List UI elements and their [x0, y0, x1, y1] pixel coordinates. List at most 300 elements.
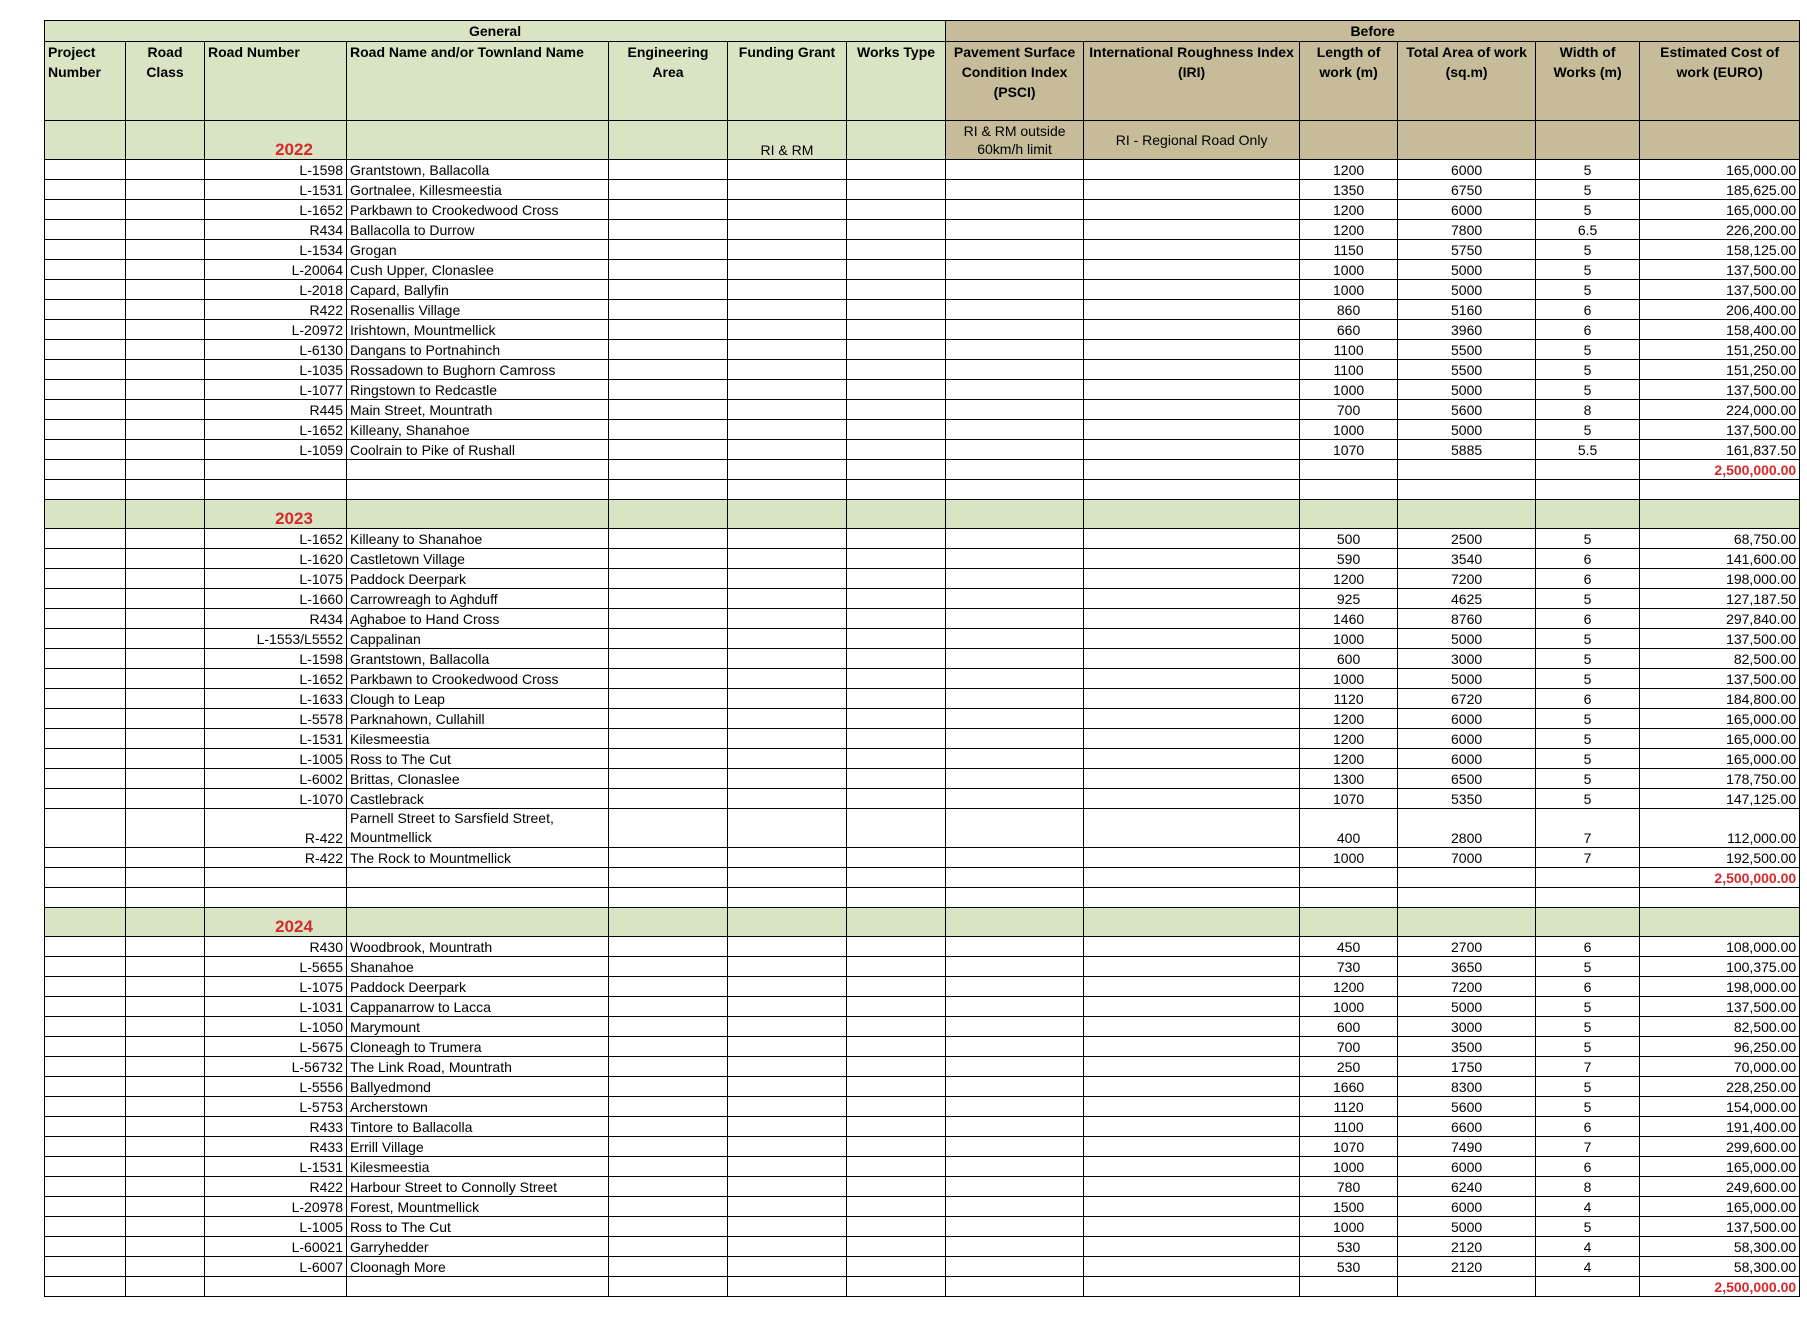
- general-group-header: General: [45, 21, 946, 42]
- length-cell: 1200: [1300, 729, 1398, 749]
- cost-cell: 165,000.00: [1640, 200, 1800, 220]
- works-type-cell: [847, 300, 946, 320]
- road-number-cell: R433: [205, 1117, 347, 1137]
- psci-cell: [946, 160, 1084, 180]
- project-number-cell: [45, 669, 126, 689]
- funding-grant-cell: [728, 1197, 847, 1217]
- works-type-cell: [847, 1077, 946, 1097]
- road-number-cell: L-1598: [205, 160, 347, 180]
- cost-cell: 108,000.00: [1640, 937, 1800, 957]
- project-number-cell: [45, 1017, 126, 1037]
- area-cell: 7800: [1398, 220, 1536, 240]
- works-type-cell: [847, 997, 946, 1017]
- length-cell: 1350: [1300, 180, 1398, 200]
- length-cell: 590: [1300, 549, 1398, 569]
- col-road-number: Road Number: [205, 42, 347, 121]
- project-number-cell: [45, 1057, 126, 1077]
- road-name-cell: Kilesmeestia: [347, 1157, 609, 1177]
- width-cell: 5: [1536, 160, 1640, 180]
- psci-cell: [946, 300, 1084, 320]
- psci-cell: [946, 380, 1084, 400]
- works-type-cell: [847, 380, 946, 400]
- works-type-cell: [847, 569, 946, 589]
- works-type-cell: [847, 1257, 946, 1277]
- width-cell: 6.5: [1536, 220, 1640, 240]
- length-cell: 700: [1300, 400, 1398, 420]
- iri-cell: [1084, 769, 1300, 789]
- iri-cell: [1084, 240, 1300, 260]
- iri-cell: [1084, 1257, 1300, 1277]
- year-total: 2,500,000.00: [1640, 1277, 1800, 1297]
- road-number-cell: L-2018: [205, 280, 347, 300]
- width-cell: 5: [1536, 340, 1640, 360]
- project-number-cell: [45, 440, 126, 460]
- cost-cell: 100,375.00: [1640, 957, 1800, 977]
- project-number-cell: [45, 749, 126, 769]
- total-row: [45, 460, 1800, 480]
- project-number-cell: [45, 689, 126, 709]
- width-cell: 7: [1536, 1057, 1640, 1077]
- iri-cell: [1084, 400, 1300, 420]
- blank-cell: [126, 888, 205, 908]
- table-row: [45, 669, 1800, 689]
- road-class-cell: [126, 1237, 205, 1257]
- width-cell: 5: [1536, 669, 1640, 689]
- width-cell: 6: [1536, 609, 1640, 629]
- road-number-cell: L-1075: [205, 569, 347, 589]
- width-cell: 4: [1536, 1197, 1640, 1217]
- cost-cell: 137,500.00: [1640, 260, 1800, 280]
- table-row: [45, 1217, 1800, 1237]
- year-header-cell: [1536, 908, 1640, 937]
- year-header-cell: [347, 500, 609, 529]
- width-cell: 7: [1536, 848, 1640, 868]
- psci-cell: [946, 320, 1084, 340]
- width-cell: 5: [1536, 749, 1640, 769]
- road-name-cell: Tintore to Ballacolla: [347, 1117, 609, 1137]
- total-row: [45, 868, 1800, 888]
- works-type-cell: [847, 609, 946, 629]
- iri-cell: [1084, 789, 1300, 809]
- area-cell: 3650: [1398, 957, 1536, 977]
- road-name-cell: Rossadown to Bughorn Camross: [347, 360, 609, 380]
- works-type-cell: [847, 320, 946, 340]
- funding-grant-cell: [728, 380, 847, 400]
- area-cell: 6000: [1398, 729, 1536, 749]
- cost-cell: 151,250.00: [1640, 360, 1800, 380]
- length-cell: 1200: [1300, 749, 1398, 769]
- psci-cell: [946, 200, 1084, 220]
- engineering-area-cell: [609, 729, 728, 749]
- project-number-cell: [45, 220, 126, 240]
- area-cell: 5160: [1398, 300, 1536, 320]
- engineering-area-cell: [609, 1137, 728, 1157]
- year-header-cell: [45, 908, 126, 937]
- funding-grant-cell: [728, 260, 847, 280]
- funding-grant-cell: [728, 809, 847, 848]
- blank-cell: [847, 460, 946, 480]
- year-header-cell: [1536, 121, 1640, 160]
- length-cell: 730: [1300, 957, 1398, 977]
- cost-cell: 137,500.00: [1640, 280, 1800, 300]
- area-cell: 6720: [1398, 689, 1536, 709]
- funding-grant-cell: [728, 729, 847, 749]
- year-header-cell: [1398, 908, 1536, 937]
- road-name-cell: The Rock to Mountmellick: [347, 848, 609, 868]
- works-type-cell: [847, 1217, 946, 1237]
- funding-grant-cell: [728, 340, 847, 360]
- length-cell: 1120: [1300, 689, 1398, 709]
- psci-cell: [946, 569, 1084, 589]
- psci-cell: [946, 709, 1084, 729]
- blank-cell: [728, 1277, 847, 1297]
- road-name-cell: The Link Road, Mountrath: [347, 1057, 609, 1077]
- engineering-area-cell: [609, 609, 728, 629]
- width-cell: 8: [1536, 400, 1640, 420]
- psci-cell: [946, 729, 1084, 749]
- column-header-row: [45, 42, 1800, 121]
- psci-cell: [946, 549, 1084, 569]
- width-cell: 5: [1536, 709, 1640, 729]
- funding-grant-cell: [728, 280, 847, 300]
- road-name-cell: Brittas, Clonaslee: [347, 769, 609, 789]
- psci-cell: [946, 809, 1084, 848]
- iri-cell: [1084, 649, 1300, 669]
- road-class-cell: [126, 569, 205, 589]
- psci-cell: [946, 360, 1084, 380]
- psci-cell: [946, 340, 1084, 360]
- width-cell: 5: [1536, 240, 1640, 260]
- psci-cell: [946, 529, 1084, 549]
- engineering-area-cell: [609, 1197, 728, 1217]
- funding-grant-cell: [728, 180, 847, 200]
- iri-cell: [1084, 629, 1300, 649]
- funding-grant-cell: [728, 937, 847, 957]
- iri-cell: [1084, 1177, 1300, 1197]
- year-header-cell: [728, 500, 847, 529]
- length-cell: 780: [1300, 1177, 1398, 1197]
- road-class-cell: [126, 1197, 205, 1217]
- cost-cell: 58,300.00: [1640, 1237, 1800, 1257]
- blank-cell: [347, 888, 609, 908]
- blank-cell: [1084, 868, 1300, 888]
- road-name-cell: Cappanarrow to Lacca: [347, 997, 609, 1017]
- road-class-cell: [126, 280, 205, 300]
- road-class-cell: [126, 220, 205, 240]
- area-cell: 5500: [1398, 340, 1536, 360]
- year-header-cell: [1084, 500, 1300, 529]
- area-cell: 5750: [1398, 240, 1536, 260]
- project-number-cell: [45, 549, 126, 569]
- funding-grant-cell: [728, 1237, 847, 1257]
- road-class-cell: [126, 809, 205, 848]
- blank-cell: [126, 1277, 205, 1297]
- blank-cell: [946, 460, 1084, 480]
- year-header-cell: [946, 908, 1084, 937]
- width-cell: 5: [1536, 1097, 1640, 1117]
- area-cell: 3000: [1398, 649, 1536, 669]
- works-type-cell: [847, 1117, 946, 1137]
- table-row: [45, 1177, 1800, 1197]
- cost-cell: 198,000.00: [1640, 569, 1800, 589]
- cost-cell: 178,750.00: [1640, 769, 1800, 789]
- road-name-cell: Errill Village: [347, 1137, 609, 1157]
- works-type-cell: [847, 769, 946, 789]
- road-number-cell: L-5655: [205, 957, 347, 977]
- length-cell: 1150: [1300, 240, 1398, 260]
- funding-grant-cell: [728, 320, 847, 340]
- psci-note: RI & RM outside 60km/h limit: [946, 121, 1084, 160]
- col-cost: Estimated Cost of work (EURO): [1640, 42, 1800, 121]
- road-class-cell: [126, 669, 205, 689]
- psci-cell: [946, 1237, 1084, 1257]
- length-cell: 1000: [1300, 1157, 1398, 1177]
- length-cell: 1200: [1300, 160, 1398, 180]
- table-row: [45, 300, 1800, 320]
- road-name-cell: Ross to The Cut: [347, 749, 609, 769]
- length-cell: 600: [1300, 649, 1398, 669]
- length-cell: 1100: [1300, 340, 1398, 360]
- blank-cell: [45, 1277, 126, 1297]
- table-row: [45, 589, 1800, 609]
- road-class-cell: [126, 729, 205, 749]
- road-number-cell: L-1531: [205, 729, 347, 749]
- year-header-row: [45, 500, 1800, 529]
- cost-cell: 226,200.00: [1640, 220, 1800, 240]
- year-header-cell: [126, 500, 205, 529]
- year-header-row: [45, 121, 1800, 160]
- col-works-type: Works Type: [847, 42, 946, 121]
- length-cell: 1200: [1300, 977, 1398, 997]
- table-row: [45, 1157, 1800, 1177]
- blank-cell: [728, 480, 847, 500]
- works-type-cell: [847, 589, 946, 609]
- road-number-cell: L-20064: [205, 260, 347, 280]
- iri-cell: [1084, 689, 1300, 709]
- road-number-cell: R434: [205, 220, 347, 240]
- works-type-cell: [847, 1097, 946, 1117]
- funding-grant-cell: [728, 1097, 847, 1117]
- psci-cell: [946, 848, 1084, 868]
- project-number-cell: [45, 609, 126, 629]
- road-class-cell: [126, 589, 205, 609]
- road-works-table: [44, 20, 1800, 1297]
- road-class-cell: [126, 380, 205, 400]
- blank-cell: [45, 480, 126, 500]
- road-number-cell: L-5675: [205, 1037, 347, 1057]
- width-cell: 5: [1536, 260, 1640, 280]
- engineering-area-cell: [609, 1057, 728, 1077]
- area-cell: 6000: [1398, 709, 1536, 729]
- psci-cell: [946, 1157, 1084, 1177]
- project-number-cell: [45, 529, 126, 549]
- project-number-cell: [45, 160, 126, 180]
- length-cell: 530: [1300, 1237, 1398, 1257]
- road-name-cell: Shanahoe: [347, 957, 609, 977]
- project-number-cell: [45, 1237, 126, 1257]
- iri-cell: [1084, 709, 1300, 729]
- table-row: [45, 380, 1800, 400]
- table-row: [45, 609, 1800, 629]
- blank-row: [45, 888, 1800, 908]
- table-row: [45, 240, 1800, 260]
- project-number-cell: [45, 1157, 126, 1177]
- length-cell: 700: [1300, 1037, 1398, 1057]
- psci-cell: [946, 629, 1084, 649]
- cost-cell: 58,300.00: [1640, 1257, 1800, 1277]
- road-class-cell: [126, 1177, 205, 1197]
- engineering-area-cell: [609, 809, 728, 848]
- table-row: [45, 1197, 1800, 1217]
- cost-cell: 249,600.00: [1640, 1177, 1800, 1197]
- blank-cell: [347, 868, 609, 888]
- width-cell: 5: [1536, 957, 1640, 977]
- length-cell: 1460: [1300, 609, 1398, 629]
- blank-cell: [205, 480, 347, 500]
- col-funding-grant: Funding Grant: [728, 42, 847, 121]
- iri-cell: [1084, 997, 1300, 1017]
- funding-grant-cell: [728, 769, 847, 789]
- year-header-cell: [609, 908, 728, 937]
- project-number-cell: [45, 1137, 126, 1157]
- engineering-area-cell: [609, 160, 728, 180]
- cost-cell: 198,000.00: [1640, 977, 1800, 997]
- year-header-cell: [1640, 500, 1800, 529]
- engineering-area-cell: [609, 549, 728, 569]
- engineering-area-cell: [609, 997, 728, 1017]
- blank-cell: [1084, 1277, 1300, 1297]
- works-type-cell: [847, 180, 946, 200]
- area-cell: 2800: [1398, 809, 1536, 848]
- road-class-cell: [126, 1057, 205, 1077]
- road-name-cell: Parkbawn to Crookedwood Cross: [347, 669, 609, 689]
- project-number-cell: [45, 729, 126, 749]
- works-type-cell: [847, 749, 946, 769]
- iri-cell: [1084, 1017, 1300, 1037]
- engineering-area-cell: [609, 1257, 728, 1277]
- area-cell: 2500: [1398, 529, 1536, 549]
- project-number-cell: [45, 320, 126, 340]
- blank-cell: [609, 868, 728, 888]
- table-row: [45, 689, 1800, 709]
- table-row: [45, 789, 1800, 809]
- blank-cell: [1536, 480, 1640, 500]
- project-number-cell: [45, 769, 126, 789]
- table-row: [45, 529, 1800, 549]
- table-row: [45, 1037, 1800, 1057]
- road-number-cell: L-20972: [205, 320, 347, 340]
- table-row: [45, 320, 1800, 340]
- works-type-cell: [847, 1177, 946, 1197]
- works-type-cell: [847, 1237, 946, 1257]
- road-name-cell: Killeany, Shanahoe: [347, 420, 609, 440]
- road-name-cell: Archerstown: [347, 1097, 609, 1117]
- funding-grant-cell: [728, 977, 847, 997]
- iri-note: RI - Regional Road Only: [1084, 121, 1300, 160]
- funding-grant-cell: [728, 649, 847, 669]
- blank-cell: [1084, 480, 1300, 500]
- blank-cell: [205, 888, 347, 908]
- width-cell: 6: [1536, 300, 1640, 320]
- engineering-area-cell: [609, 180, 728, 200]
- length-cell: 1000: [1300, 380, 1398, 400]
- road-number-cell: L-6002: [205, 769, 347, 789]
- engineering-area-cell: [609, 589, 728, 609]
- road-name-cell: Grogan: [347, 240, 609, 260]
- engineering-area-cell: [609, 789, 728, 809]
- road-name-cell: Kilesmeestia: [347, 729, 609, 749]
- cost-cell: 158,400.00: [1640, 320, 1800, 340]
- table-row: [45, 1117, 1800, 1137]
- area-cell: 6000: [1398, 1197, 1536, 1217]
- works-type-cell: [847, 729, 946, 749]
- iri-cell: [1084, 200, 1300, 220]
- works-type-cell: [847, 420, 946, 440]
- road-name-cell: Woodbrook, Mountrath: [347, 937, 609, 957]
- area-cell: 5600: [1398, 1097, 1536, 1117]
- iri-cell: [1084, 440, 1300, 460]
- year-header-cell: [847, 908, 946, 937]
- road-class-cell: [126, 937, 205, 957]
- table-row: [45, 1137, 1800, 1157]
- cost-cell: 297,840.00: [1640, 609, 1800, 629]
- works-type-cell: [847, 977, 946, 997]
- road-name-cell: Dangans to Portnahinch: [347, 340, 609, 360]
- blank-cell: [347, 480, 609, 500]
- year-header-cell: [347, 121, 609, 160]
- road-number-cell: L-56732: [205, 1057, 347, 1077]
- blank-cell: [1536, 888, 1640, 908]
- col-iri: International Roughness Index (IRI): [1084, 42, 1300, 121]
- cost-cell: 165,000.00: [1640, 709, 1800, 729]
- road-name-cell: Ballyedmond: [347, 1077, 609, 1097]
- blank-cell: [1536, 1277, 1640, 1297]
- psci-cell: [946, 689, 1084, 709]
- area-cell: 1750: [1398, 1057, 1536, 1077]
- width-cell: 5.5: [1536, 440, 1640, 460]
- works-type-cell: [847, 649, 946, 669]
- road-name-cell: Carrowreagh to Aghduff: [347, 589, 609, 609]
- psci-cell: [946, 220, 1084, 240]
- length-cell: 1120: [1300, 1097, 1398, 1117]
- iri-cell: [1084, 160, 1300, 180]
- engineering-area-cell: [609, 1117, 728, 1137]
- works-type-cell: [847, 1017, 946, 1037]
- works-type-cell: [847, 340, 946, 360]
- length-cell: 1200: [1300, 220, 1398, 240]
- engineering-area-cell: [609, 1157, 728, 1177]
- psci-cell: [946, 749, 1084, 769]
- project-number-cell: [45, 300, 126, 320]
- road-class-cell: [126, 1217, 205, 1237]
- road-name-cell: Capard, Ballyfin: [347, 280, 609, 300]
- psci-cell: [946, 769, 1084, 789]
- cost-cell: 96,250.00: [1640, 1037, 1800, 1057]
- road-class-cell: [126, 689, 205, 709]
- iri-cell: [1084, 529, 1300, 549]
- area-cell: 5000: [1398, 280, 1536, 300]
- length-cell: 1500: [1300, 1197, 1398, 1217]
- road-class-cell: [126, 300, 205, 320]
- cost-cell: 82,500.00: [1640, 1017, 1800, 1037]
- area-cell: 5500: [1398, 360, 1536, 380]
- table-row: [45, 200, 1800, 220]
- road-number-cell: L-1035: [205, 360, 347, 380]
- funding-grant-cell: [728, 1217, 847, 1237]
- blank-cell: [609, 1277, 728, 1297]
- iri-cell: [1084, 340, 1300, 360]
- road-class-cell: [126, 789, 205, 809]
